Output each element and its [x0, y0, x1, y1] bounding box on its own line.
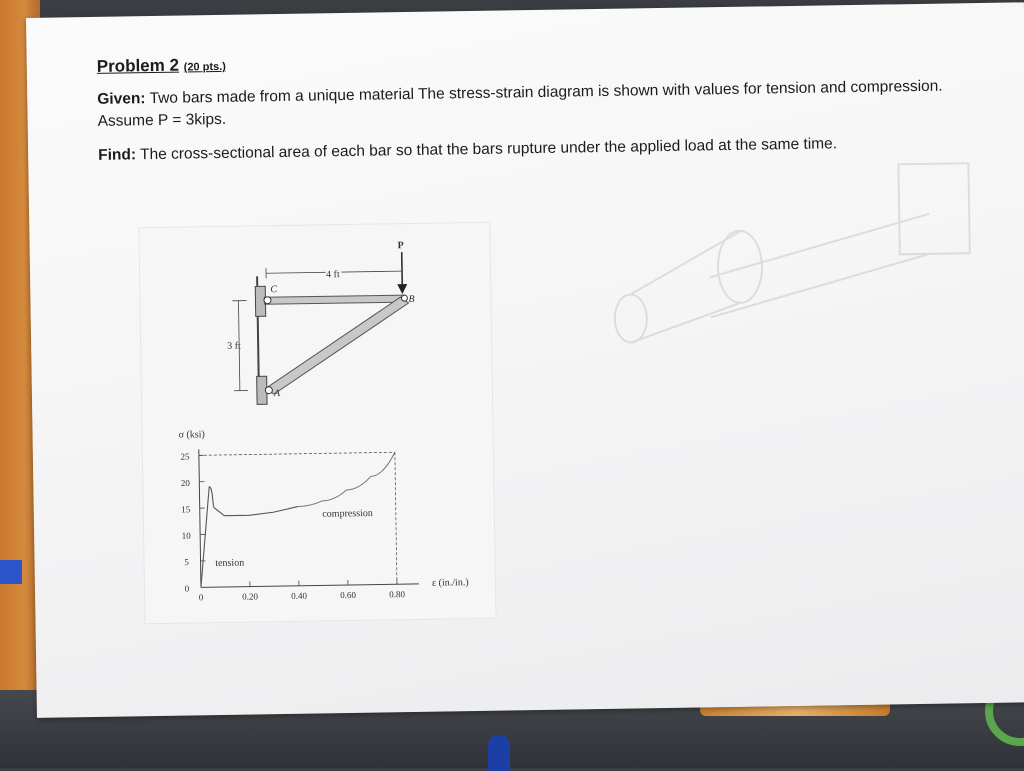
ultimate-stress-guide: [199, 452, 395, 455]
x-tick-label: 0.40: [291, 591, 307, 601]
stress-strain-chart: [178, 425, 468, 602]
show-through-drawing: [588, 153, 1012, 440]
tension-curve: [199, 485, 299, 587]
x-tick-label: 0.20: [242, 591, 258, 601]
x-axis: [201, 584, 419, 587]
given-text: Two bars made from a unique material The stress-strain diagram is shown with values for tension and compression. Assume P = 3kips.: [97, 78, 942, 130]
pin-b: [401, 295, 407, 301]
load-arrow-head: [397, 284, 407, 294]
y-tick-label: 0: [185, 583, 190, 593]
x-axis-label: ε (in./in.): [432, 577, 469, 589]
y-axis: [199, 449, 201, 587]
problem-heading: [97, 55, 226, 77]
given-label: Given:: [97, 90, 145, 108]
y-tick-label: 15: [181, 504, 191, 514]
problem-points: (20 pts.): [184, 61, 226, 74]
joint-a-label: A: [273, 388, 281, 399]
problem-figure: [139, 223, 495, 623]
x-tick-label: 0.60: [340, 590, 356, 600]
compression-curve: [297, 452, 396, 506]
x-tick-label: 0: [199, 592, 204, 602]
compression-series-label: compression: [322, 508, 373, 520]
pin-c: [264, 297, 271, 304]
y-tick-label: 20: [181, 478, 191, 488]
worksheet-page: [26, 2, 1024, 718]
max-strain-guide: [395, 452, 397, 584]
bar-cb: [264, 295, 404, 304]
y-axis-label: σ (ksi): [178, 429, 204, 440]
bar-ab: [264, 297, 409, 394]
vertical-length-label: 3 ft: [227, 341, 241, 352]
blue-object: [0, 560, 22, 584]
load-label: P: [398, 240, 404, 251]
joint-b-label: B: [408, 294, 414, 305]
y-tick-label: 25: [180, 451, 190, 461]
find-label: Find:: [98, 146, 136, 164]
pin-a: [265, 387, 272, 394]
problem-title: Problem 2: [97, 56, 179, 76]
given-statement: [97, 75, 958, 133]
y-tick-label: 10: [182, 531, 192, 541]
y-tick-label: 5: [184, 557, 189, 567]
joint-c-label: C: [270, 284, 277, 295]
truss-and-chart-svg: [139, 223, 495, 623]
find-text: The cross-sectional area of each bar so that the bars rupture under the applied load at the same time.: [140, 135, 837, 163]
horizontal-length-label: 4 ft: [326, 269, 340, 280]
truss-diagram: [226, 240, 417, 405]
tension-series-label: tension: [215, 558, 244, 569]
load-arrow-shaft: [402, 252, 403, 286]
x-tick-label: 0.80: [389, 589, 405, 599]
pen-cap: [488, 735, 510, 771]
